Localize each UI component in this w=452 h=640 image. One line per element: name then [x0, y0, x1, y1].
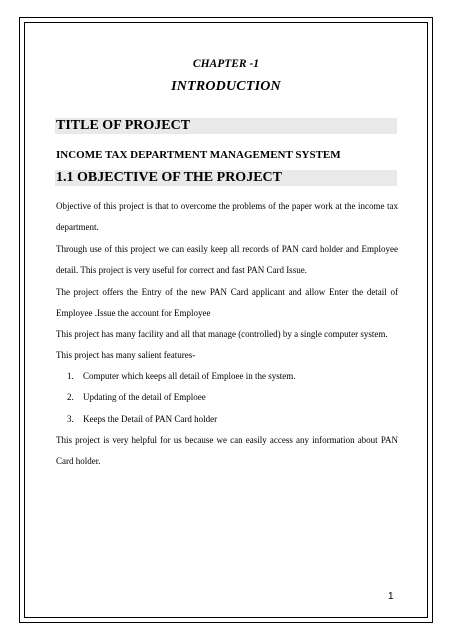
list-item: [56, 366, 398, 387]
section-heading-objective: 1.1 OBJECTIVE OF THE PROJECT: [55, 170, 397, 186]
paragraph: [56, 324, 398, 345]
paragraph: [56, 239, 398, 282]
list-item-number: 1.: [67, 371, 74, 381]
page-number: 1: [388, 591, 394, 602]
list-item: [56, 387, 398, 408]
paragraph: [56, 345, 398, 366]
paragraph-text: The project offers the Entry of the new PAN Card applicant and allow Enter the detail of Employee .Issue the account for Employee: [56, 287, 398, 319]
list-item-text: Updating of the detail of Emploee: [83, 392, 206, 403]
list-item: [56, 409, 398, 430]
paragraph: [56, 430, 398, 473]
features-list: [56, 366, 398, 430]
paragraph: [56, 282, 398, 325]
paragraph-text: Objective of this project is that to overcome the problems of the paper work at the income tax department.: [56, 201, 398, 233]
section-heading-title: TITLE OF PROJECT: [55, 118, 397, 134]
list-item-text: Computer which keeps all detail of Emploee in the system.: [83, 371, 296, 381]
paragraph-text: This project has many salient features-: [56, 350, 196, 360]
paragraph-text: This project is very helpful for us because we can easily access any information about PAN Card holder.: [56, 435, 398, 467]
chapter-title: INTRODUCTION: [171, 79, 281, 94]
list-item-number: 2.: [67, 392, 74, 403]
project-name: INCOME TAX DEPARTMENT MANAGEMENT SYSTEM: [56, 149, 341, 161]
paragraph: [56, 196, 398, 239]
list-item-number: 3.: [67, 413, 74, 424]
chapter-label: CHAPTER -1: [192, 58, 260, 70]
paragraph-text: Through use of this project we can easily keep all records of PAN card holder and Employee detail. This project is very useful for correct and fast PAN Card Issue.: [56, 244, 398, 276]
list-item-text: Keeps the Detail of PAN Card holder: [83, 413, 218, 424]
paragraph-text: This project has many facility and all that manage (controlled) by a single computer system.: [56, 329, 388, 339]
